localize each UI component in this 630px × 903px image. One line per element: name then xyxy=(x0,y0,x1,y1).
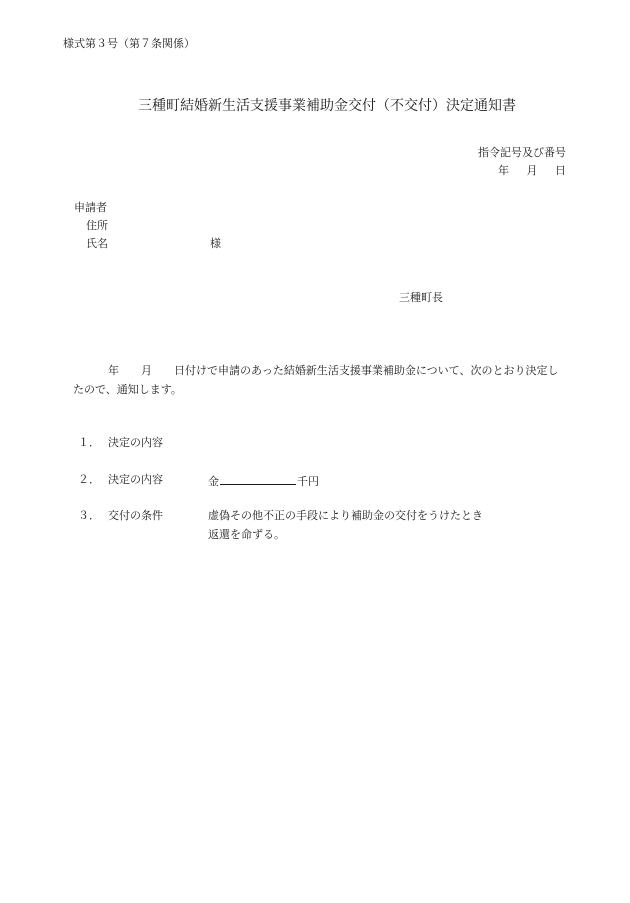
body-text: 日付けで申請のあった結婚新生活支援事業補助金について、次のとおり決定し xyxy=(174,364,559,377)
item-label: 交付の条件 xyxy=(108,509,163,522)
item-number: ２． xyxy=(78,473,100,486)
item-label: 決定の内容 xyxy=(108,473,163,486)
reference-number-label: 指令記号及び番号 xyxy=(478,146,566,159)
honorific: 様 xyxy=(210,237,221,250)
amount-field xyxy=(208,474,319,487)
address-label: 住所 xyxy=(86,219,108,232)
body-year: 年 xyxy=(108,364,119,377)
body-text-line2: たので、通知します。 xyxy=(73,383,182,396)
form-label: 様式第３号（第７条関係） xyxy=(63,37,195,50)
page-title: 三種町結婚新生活支援事業補助金交付（不交付）決定通知書 xyxy=(138,98,516,114)
issuer-name: 三種町長 xyxy=(399,291,443,304)
amount-unit: 千円 xyxy=(297,475,319,488)
condition-text-line1: 虚偽その他不正の手段により補助金の交付をうけたとき xyxy=(208,509,483,522)
item-number: １． xyxy=(78,436,100,449)
item-number: ３． xyxy=(78,509,100,522)
condition-text-line2: 返還を命ずる。 xyxy=(208,528,285,541)
name-label: 氏名 xyxy=(86,237,108,250)
amount-blank-line xyxy=(220,474,296,485)
amount-prefix: 金 xyxy=(208,475,219,488)
issue-date-line: 年 月 日 xyxy=(498,164,566,177)
body-month: 月 xyxy=(141,364,152,377)
applicant-heading: 申請者 xyxy=(74,201,107,214)
item-label: 決定の内容 xyxy=(108,436,163,449)
body-text-line1 xyxy=(108,365,558,376)
